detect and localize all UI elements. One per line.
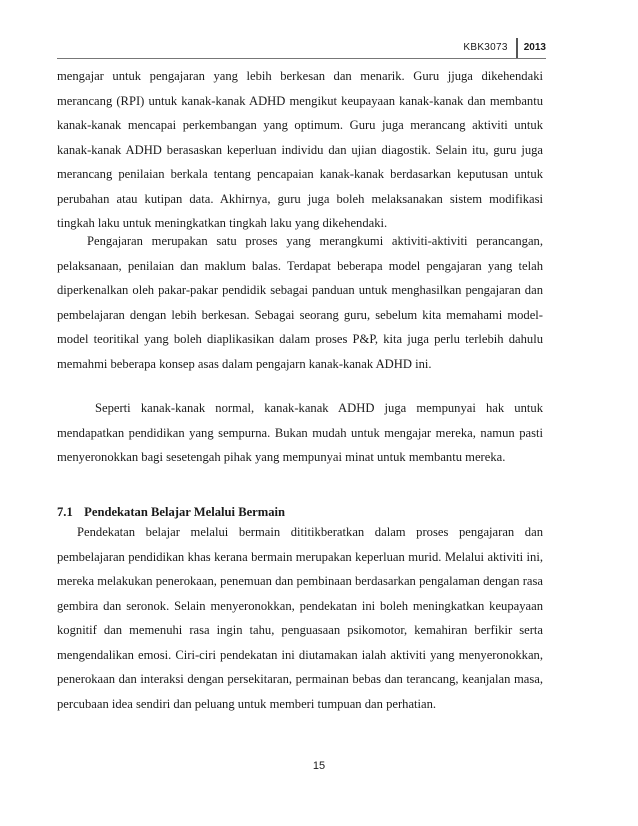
section-paragraph-block — [57, 520, 543, 716]
section-number: 7.1 — [57, 505, 73, 519]
paragraph-1: mengajar untuk pengajaran yang lebih berkesan dan menarik. Guru jjuga dikehendaki merancang (RPI) untuk kanak-kanak ADHD mengikut keupayaan kanak-kanak dan membantu kanak-kanak mencapai perkembangan yang optimum. Guru juga merancang aktiviti untuk kanak-kanak ADHD berasaskan keperluan individu dan ujian diagostik. Selain itu, guru juga merancang penilaian berkala tentang pencapaian kanak-kanak berdasarkan keputusan untuk perubahan atau kutipan data. Akhirnya, guru juga boleh melaksanakan sistem modifikasi tingkah laku untuk meningkatkan tingkah laku yang dikehendaki. — [57, 69, 543, 230]
paragraph-1-block — [57, 64, 543, 236]
paragraph-2: Pengajaran merupakan satu proses yang merangkumi aktiviti-aktiviti perancangan, pelaksanaan, penilaian dan maklum balas. Terdapat beberapa model pengajaran yang telah diperkenalkan oleh pakar-pakar pendidik sebagai panduan untuk menghasilkan pengajaran dan pembelajaran dengan lebih berkesan. Sebagai seorang guru, sebelum kita memahami model-model teoritikal yang boleh diaplikasikan dalam proses P&P, kita juga perlu terlebih dahulu memahmi beberapa konsep asas dalam pengajarn kanak-kanak ADHD ini. — [57, 234, 543, 371]
header-rule — [57, 58, 546, 59]
page-header — [463, 38, 546, 58]
course-code: KBK3073 — [463, 42, 508, 53]
section-paragraph: Pendekatan belajar melalui bermain dititikberatkan dalam proses pengajaran dan pembelajaran pendidikan khas kerana bermain merupakan keperluan murid. Melalui aktiviti ini, mereka melakukan penerokaan, penemuan dan pembinaan berdasarkan pengalaman dengan rasa gembira dan seronok. Selain menyeronokkan, pendekatan ini boleh meningkatkan keupayaan kognitif dan memenuhi rasa ingin tahu, penguasaan psikomotor, kemahiran berfikir serta mengendalikan emosi. Ciri-ciri pendekatan ini diutamakan ialah aktiviti yang menyeronokkan, penerokaan dan interaksi dengan persekitaran, permainan bebas dan terancang, keanjalan masa, percubaan idea sendiri dan peluang untuk memberi tumpuan dan perhatian. — [57, 525, 543, 711]
header-year: 2013 — [523, 42, 546, 53]
section-heading — [57, 505, 285, 520]
paragraph-2-block — [57, 229, 543, 376]
paragraph-3-block — [57, 396, 543, 470]
page-number: 15 — [312, 760, 326, 772]
section-title: Pendekatan Belajar Melalui Bermain — [84, 505, 286, 519]
paragraph-3: Seperti kanak-kanak normal, kanak-kanak ADHD juga mempunyai hak untuk mendapatkan pendidikan yang sempurna. Bukan mudah untuk mengajar mereka, namun pasti menyeronokkan bagi sesetengah pihak yang mempunyai minat untuk membantu mereka. — [57, 401, 543, 464]
